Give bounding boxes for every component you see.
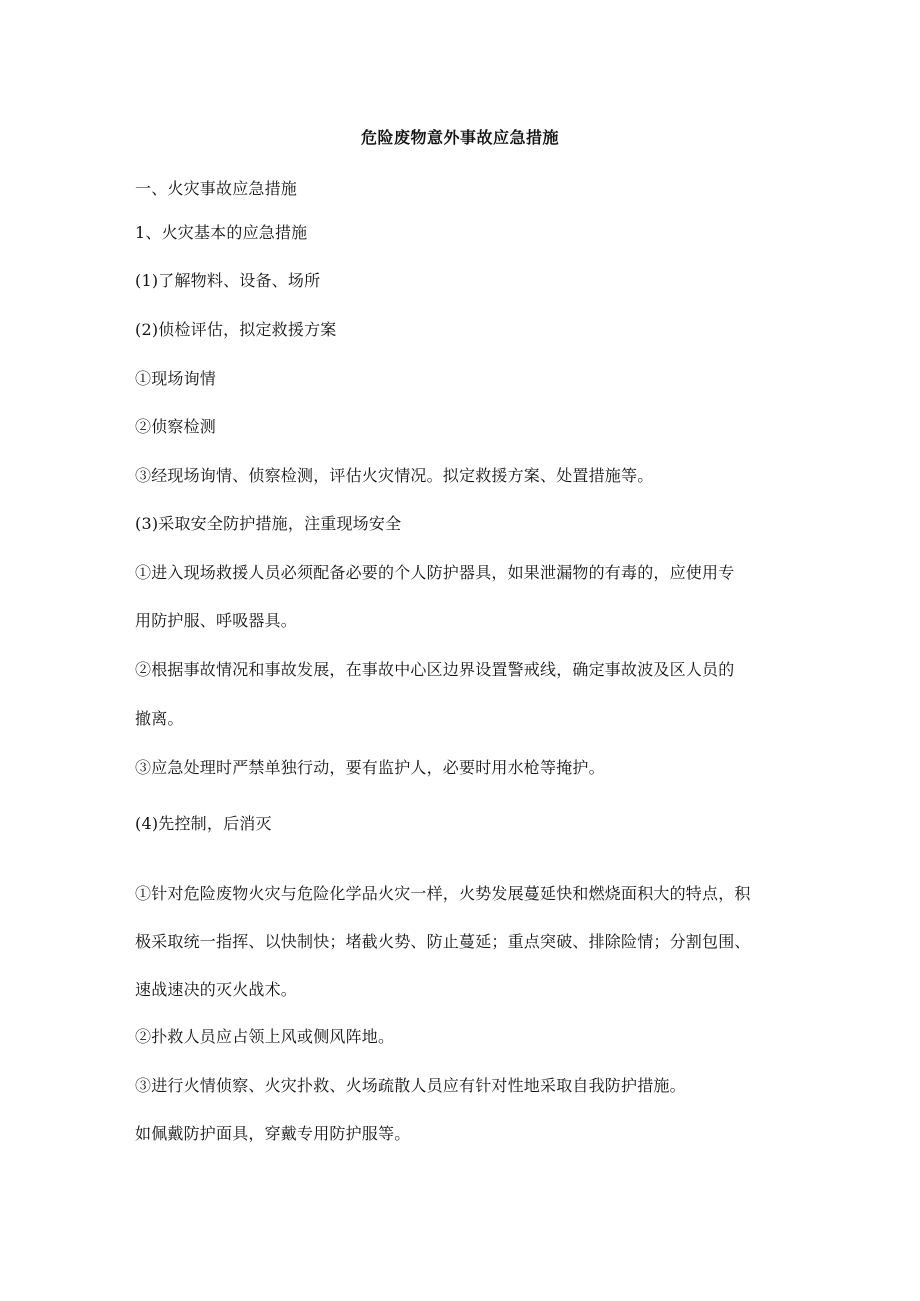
paragraph-line: ②根据事故情况和事故发展，在事故中心区边界设置警戒线，确定事故波及区人员的 [135, 660, 735, 679]
paragraph-line: ②扑救人员应占领上风或侧风阵地。 [135, 1027, 395, 1046]
paragraph-line: ③经现场询情、侦察检测，评估火灾情况。拟定救援方案、处置措施等。 [135, 466, 654, 485]
section-heading: 一、火灾事故应急措施 [135, 179, 298, 198]
paragraph-line: 速战速决的灭火战术。 [135, 980, 298, 999]
paragraph-line: (4)先控制，后消灭 [135, 814, 272, 833]
paragraph-line: ①进入现场救援人员必须配备必要的个人防护器具，如果泄漏物的有毒的，应使用专 [135, 563, 735, 582]
paragraph-line: 用防护服、呼吸器具。 [135, 611, 298, 630]
paragraph-line: 极采取统一指挥、以快制快；堵截火势、防止蔓延；重点突破、排除险情；分割包围、 [135, 932, 751, 951]
paragraph-line: ①针对危险废物火灾与危险化学品火灾一样，火势发展蔓延快和燃烧面积大的特点，积 [135, 884, 751, 903]
paragraph-line: 如佩戴防护面具，穿戴专用防护服等。 [135, 1124, 411, 1143]
paragraph-line: (1)了解物料、设备、场所 [135, 271, 321, 290]
paragraph-line: (2)侦检评估，拟定救援方案 [135, 320, 337, 339]
page-title: 危险废物意外事故应急措施 [360, 128, 559, 147]
subsection-heading: 1、火灾基本的应急措施 [135, 223, 308, 242]
paragraph-line: (3)采取安全防护措施，注重现场安全 [135, 514, 402, 533]
paragraph-line: 撤离。 [135, 709, 184, 728]
paragraph-line: ①现场询情 [135, 369, 217, 388]
paragraph-line: ③进行火情侦察、火灾扑救、火场疏散人员应有针对性地采取自我防护措施。 [135, 1076, 686, 1095]
paragraph-line: ②侦察检测 [135, 417, 217, 436]
paragraph-line: ③应急处理时严禁单独行动，要有监护人，必要时用水枪等掩护。 [135, 758, 605, 777]
